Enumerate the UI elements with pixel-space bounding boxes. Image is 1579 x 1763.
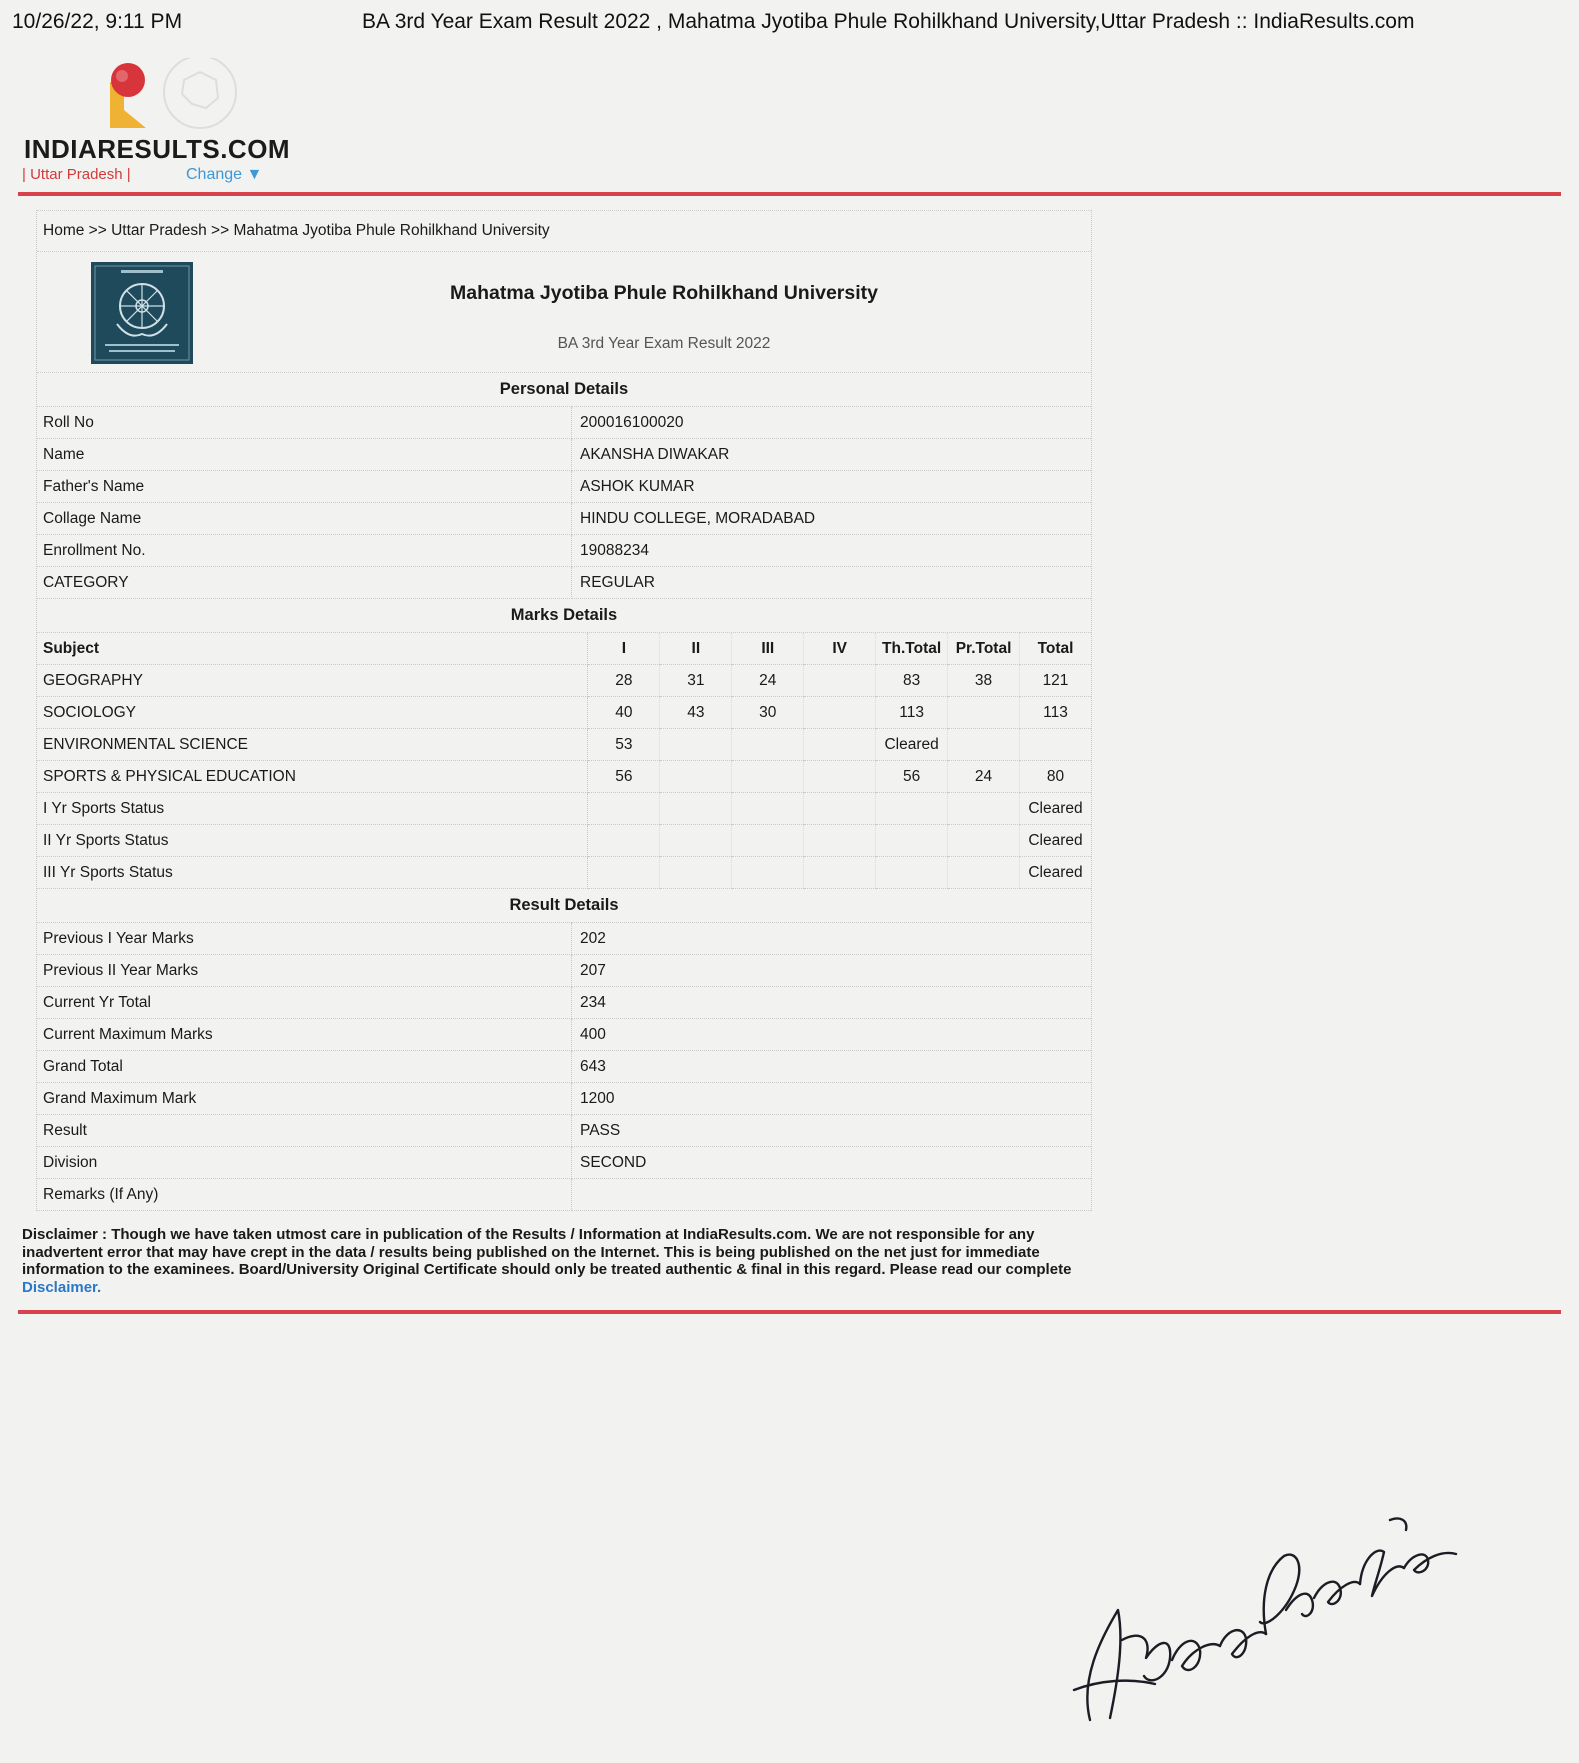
paper-4-mark [804,665,876,697]
field-label: Enrollment No. [37,535,572,567]
section-header [37,889,1091,923]
print-page-title: BA 3rd Year Exam Result 2022 , Mahatma Jyotiba Phule Rohilkhand University,Uttar Pradesh :: IndiaResults.com [362,10,1415,33]
section-header [37,599,1091,633]
subject-total [1020,729,1092,761]
column-header-practical-total: Pr.Total [948,633,1020,665]
empty-cell [588,857,660,889]
field-value: 1200 [572,1083,1092,1115]
logo-wordmark: INDIARESULTS.COM [24,134,291,164]
table-row [37,535,1091,567]
subject-name: ENVIRONMENTAL SCIENCE [37,729,588,761]
subject-total: 121 [1020,665,1092,697]
footer-divider [18,1310,1561,1314]
university-name: Mahatma Jyotiba Phule Rohilkhand University [449,282,878,304]
paper-1-mark: 56 [588,761,660,793]
empty-cell [876,793,948,825]
marks-details-table [37,599,1091,889]
field-label: Previous II Year Marks [37,955,572,987]
empty-cell [660,825,732,857]
practical-total: 24 [948,761,1020,793]
field-value: 234 [572,987,1092,1019]
practical-total [948,697,1020,729]
field-value: 400 [572,1019,1092,1051]
university-header [37,252,1091,373]
table-row [37,503,1091,535]
column-header-paper-3: III [732,633,804,665]
site-logo[interactable] [22,58,291,188]
field-label: Current Maximum Marks [37,1019,572,1051]
column-header-total: Total [1020,633,1092,665]
empty-cell [876,825,948,857]
practical-total [948,729,1020,761]
breadcrumb-separator: >> [88,222,107,239]
exam-name: BA 3rd Year Exam Result 2022 [557,335,771,352]
result-details-table [37,889,1091,1211]
table-row [37,407,1091,439]
empty-cell [948,793,1020,825]
field-value: PASS [572,1115,1092,1147]
result-details-heading: Result Details [37,889,1091,923]
paper-3-mark: 30 [732,697,804,729]
section-header [37,373,1091,407]
field-label: CATEGORY [37,567,572,599]
table-row [37,567,1091,599]
field-value: HINDU COLLEGE, MORADABAD [572,503,1092,535]
paper-3-mark: 24 [732,665,804,697]
table-row [37,1083,1091,1115]
breadcrumb-state[interactable]: Uttar Pradesh [111,222,207,239]
table-row [37,697,1091,729]
column-header-paper-4: IV [804,633,876,665]
table-row [37,1051,1091,1083]
empty-cell [660,793,732,825]
table-row [37,955,1091,987]
paper-2-mark: 31 [660,665,732,697]
field-value: ASHOK KUMAR [572,471,1092,503]
paper-2-mark [660,729,732,761]
table-row [37,1147,1091,1179]
field-value: 200016100020 [572,407,1092,439]
paper-3-mark [732,761,804,793]
paper-2-mark [660,761,732,793]
breadcrumb-separator: >> [211,222,230,239]
field-label: Collage Name [37,503,572,535]
field-value: 643 [572,1051,1092,1083]
paper-4-mark [804,729,876,761]
empty-cell [804,825,876,857]
result-container [36,210,1092,1211]
print-header [12,10,1509,38]
paper-4-mark [804,697,876,729]
field-value: 207 [572,955,1092,987]
breadcrumb-university[interactable]: Mahatma Jyotiba Phule Rohilkhand University [233,222,550,239]
field-label: Father's Name [37,471,572,503]
sports-status-value: Cleared [1020,857,1092,889]
print-datetime: 10/26/22, 9:11 PM [12,10,183,33]
subject-name: SPORTS & PHYSICAL EDUCATION [37,761,588,793]
subject-total: 80 [1020,761,1092,793]
field-label: Name [37,439,572,471]
table-row [37,825,1091,857]
paper-3-mark [732,729,804,761]
sports-status-value: Cleared [1020,825,1092,857]
column-header-subject: Subject [37,633,588,665]
table-row [37,665,1091,697]
empty-cell [732,857,804,889]
empty-cell [588,793,660,825]
table-row [37,729,1091,761]
logo-mark-icon [24,58,274,138]
field-value: REGULAR [572,567,1092,599]
field-value [572,1179,1092,1211]
subject-name: SOCIOLOGY [37,697,588,729]
field-value: SECOND [572,1147,1092,1179]
column-header-paper-1: I [588,633,660,665]
field-label: Roll No [37,407,572,439]
field-label: Division [37,1147,572,1179]
theory-total: 56 [876,761,948,793]
field-label: Remarks (If Any) [37,1179,572,1211]
theory-total: Cleared [876,729,948,761]
empty-cell [732,825,804,857]
column-header-theory-total: Th.Total [876,633,948,665]
field-value: AKANSHA DIWAKAR [572,439,1092,471]
column-header-paper-2: II [660,633,732,665]
empty-cell [948,857,1020,889]
field-label: Previous I Year Marks [37,923,572,955]
change-state-link[interactable]: Change ▼ [186,166,263,183]
subject-total: 113 [1020,697,1092,729]
table-row [37,1019,1091,1051]
table-row [37,439,1091,471]
paper-2-mark: 43 [660,697,732,729]
table-row [37,761,1091,793]
field-value: 19088234 [572,535,1092,567]
empty-cell [876,857,948,889]
state-label: | Uttar Pradesh | [22,166,131,183]
paper-1-mark: 28 [588,665,660,697]
table-row [37,1115,1091,1147]
field-label: Grand Total [37,1051,572,1083]
field-label: Result [37,1115,572,1147]
sports-status-label: III Yr Sports Status [37,857,588,889]
table-row [37,471,1091,503]
personal-details-table [37,373,1091,599]
table-row [37,987,1091,1019]
field-value: 202 [572,923,1092,955]
breadcrumb [37,210,1091,252]
empty-cell [660,857,732,889]
header-divider [18,192,1561,196]
table-row [37,857,1091,889]
theory-total: 83 [876,665,948,697]
sports-status-value: Cleared [1020,793,1092,825]
marks-header-row [37,633,1091,665]
theory-total: 113 [876,697,948,729]
paper-1-mark: 53 [588,729,660,761]
empty-cell [588,825,660,857]
table-row [37,923,1091,955]
paper-4-mark [804,761,876,793]
disclaimer-text: Disclaimer : Though we have taken utmost care in publication of the Results / Information at IndiaResults.com. We are not responsible for any inadvertent error that may have crept in the data / results being published on the Internet. This is being published on the net just for immediate information to the examinees. Board/University Original Certificate should only be treated authentic & final in this regard. Please read our complete [22,1226,1072,1278]
practical-total: 38 [948,665,1020,697]
empty-cell [804,857,876,889]
sports-status-label: I Yr Sports Status [37,793,588,825]
breadcrumb-home[interactable]: Home [43,222,85,239]
table-row [37,793,1091,825]
disclaimer [22,1226,1102,1296]
paper-1-mark: 40 [588,697,660,729]
empty-cell [732,793,804,825]
field-label: Current Yr Total [37,987,572,1019]
sports-status-label: II Yr Sports Status [37,825,588,857]
marks-details-heading: Marks Details [37,599,1091,633]
empty-cell [804,793,876,825]
table-row [37,1179,1091,1211]
personal-details-heading: Personal Details [37,373,1091,407]
subject-name: GEOGRAPHY [37,665,588,697]
disclaimer-link[interactable]: Disclaimer. [22,1278,102,1296]
field-label: Grand Maximum Mark [37,1083,572,1115]
handwritten-signature [1060,1490,1480,1740]
empty-cell [948,825,1020,857]
